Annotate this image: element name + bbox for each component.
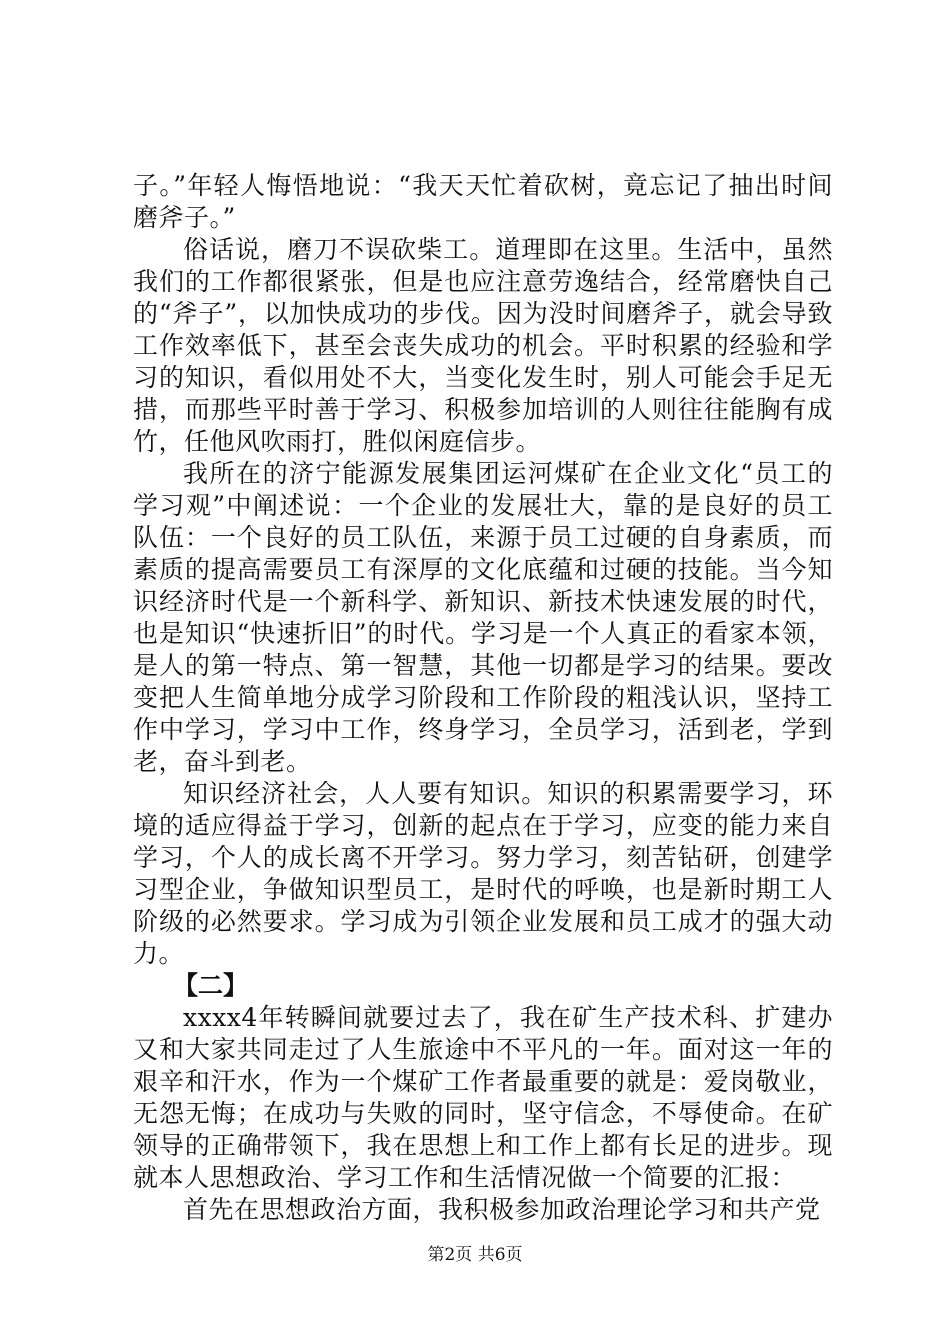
page-number-footer: 第2页 共6页 xyxy=(427,1245,523,1265)
paragraph-continuation: 子。”年轻人悔悟地说：“我天天忙着砍树，竟忘记了抽出时间磨斧子。” xyxy=(133,171,833,232)
paragraph-proverb: 俗话说，磨刀不误砍柴工。道理即在这里。生活中，虽然我们的工作都很紧张，但是也应注意劳逸结合，经常磨快自己的“斧子”，以加快成功的步伐。因为没时间磨斧子，就会导致工作效率低下，甚至会丧失成功的机会。平时积累的经验和学习的知识，看似用处不大，当变化发生时，别人可能会手足无措，而那些平时善于学习、积极参加培训的人则往往能胸有成竹，任他风吹雨打，胜似闲庭信步。 xyxy=(133,235,833,456)
paragraph-year-summary: xxxx4年转瞬间就要过去了，我在矿生产技术科、扩建办又和大家共同走过了人生旅途中不平凡的一年。面对这一年的艰辛和汗水，作为一个煤矿工作者最重要的就是：爱岗敬业，无怨无悔；在成功与失败的同时，坚守信念，不辱使命。在矿领导的正确带领下，我在思想上和工作上都有长足的进步。现就本人思想政治、学习工作和生活情况做一个简要的汇报： xyxy=(133,1003,833,1192)
paragraph-knowledge-economy: 知识经济社会，人人要有知识。知识的积累需要学习，环境的适应得益于学习，创新的起点在于学习，应变的能力来自学习，个人的成长离不开学习。努力学习，刻苦钻研，创建学习型企业，争做知识型员工，是时代的呼唤，也是新时期工人阶级的必然要求。学习成为引领企业发展和员工成才的强大动力。 xyxy=(133,779,833,968)
section-heading: 【二】 xyxy=(173,971,249,1000)
paragraph-politics: 首先在思想政治方面，我积极参加政治理论学习和共产党 xyxy=(183,1195,821,1224)
paragraph-learning-view: 我所在的济宁能源发展集团运河煤矿在企业文化“员工的学习观”中阐述说：一个企业的发展壮大，靠的是良好的员工队伍：一个良好的员工队伍，来源于员工过硬的自身素质，而素质的提高需要员工有深厚的文化底蕴和过硬的技能。当今知识经济时代是一个新科学、新知识、新技术快速发展的时代，也是知识“快速折旧”的时代。学习是一个人真正的看家本领，是人的第一特点、第一智慧，其他一切都是学习的结果。要改变把人生简单地分成学习阶段和工作阶段的粗浅认识，坚持工作中学习，学习中工作，终身学习，全员学习，活到老，学到老，奋斗到老。 xyxy=(133,459,833,776)
document-body xyxy=(133,170,833,1226)
